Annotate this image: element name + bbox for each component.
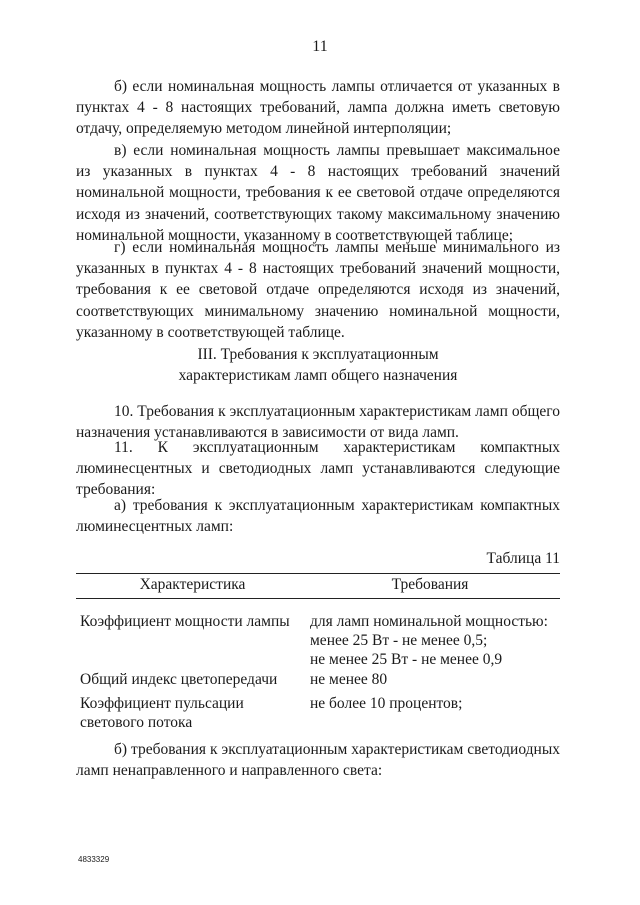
table-row-characteristic: Общий индекс цветопередачи bbox=[80, 671, 278, 688]
paragraph-v: в) если номинальная мощность лампы превышает максимальное из указанных в пунктах 4 - 8 настоящих требований значений номинальной мощности, требования к ее световой отдаче определяются исходя из значений, соответствующих такому максимальному значению номинальной мощности, указанному в соответствующей таблице; bbox=[76, 142, 560, 244]
table-header-rule bbox=[76, 598, 560, 599]
page-number: 11 bbox=[312, 38, 328, 55]
table-top-rule bbox=[76, 573, 560, 574]
table-row-characteristic: Коэффициент мощности лампы bbox=[80, 613, 290, 630]
requirement-line: менее 25 Вт - не менее 0,5; bbox=[310, 632, 488, 649]
paragraph-g: г) если номинальная мощность лампы меньше минимального из указанных в пунктах 4 - 8 настоящих требований значений мощности, требования к ее световой отдаче определяются исходя из значений, соответствующих минимальному значению номинальной мощности, указанному в соответствующей таблице. bbox=[76, 239, 560, 341]
paragraph-10: 10. Требования к эксплуатационным характеристикам ламп общего назначения устанавливаются в зависимости от вида ламп. bbox=[76, 403, 560, 442]
table-header-characteristic: Характеристика bbox=[139, 576, 246, 593]
paragraph-b: б) если номинальная мощность лампы отличается от указанных в пунктах 4 - 8 настоящих требований, лампа должна иметь световую отдачу, определяемую методом линейной интерполяции; bbox=[76, 78, 560, 138]
requirement-line: не менее 25 Вт - не менее 0,9 bbox=[310, 651, 503, 668]
table-caption: Таблица 11 bbox=[486, 550, 560, 567]
paragraph-11a: а) требования к эксплуатационным характеристикам компактных люминесцентных ламп: bbox=[76, 497, 560, 536]
table-row-requirement: не более 10 процентов; bbox=[310, 695, 463, 712]
table-row-requirement bbox=[310, 612, 560, 669]
paragraph-11: 11. К эксплуатационным характеристикам компактных люминесцентных и светодиодных ламп устанавливаются следующие требования: bbox=[76, 439, 560, 499]
requirement-line: для ламп номинальной мощностью: bbox=[310, 613, 548, 630]
document-code: 4833329 bbox=[78, 855, 110, 864]
table-header-requirements: Требования bbox=[391, 576, 469, 593]
section-title-line2: характеристикам ламп общего назначения bbox=[178, 367, 458, 384]
section-title-line1: III. Требования к эксплуатационным bbox=[197, 346, 439, 363]
characteristic-line: светового потока bbox=[80, 714, 193, 731]
table-row-requirement: не менее 80 bbox=[310, 671, 388, 688]
characteristic-line: Коэффициент пульсации bbox=[80, 695, 244, 712]
table-row-characteristic bbox=[80, 694, 300, 732]
paragraph-11b: б) требования к эксплуатационным характеристикам светодиодных ламп ненаправленного и направленного света: bbox=[76, 741, 560, 780]
